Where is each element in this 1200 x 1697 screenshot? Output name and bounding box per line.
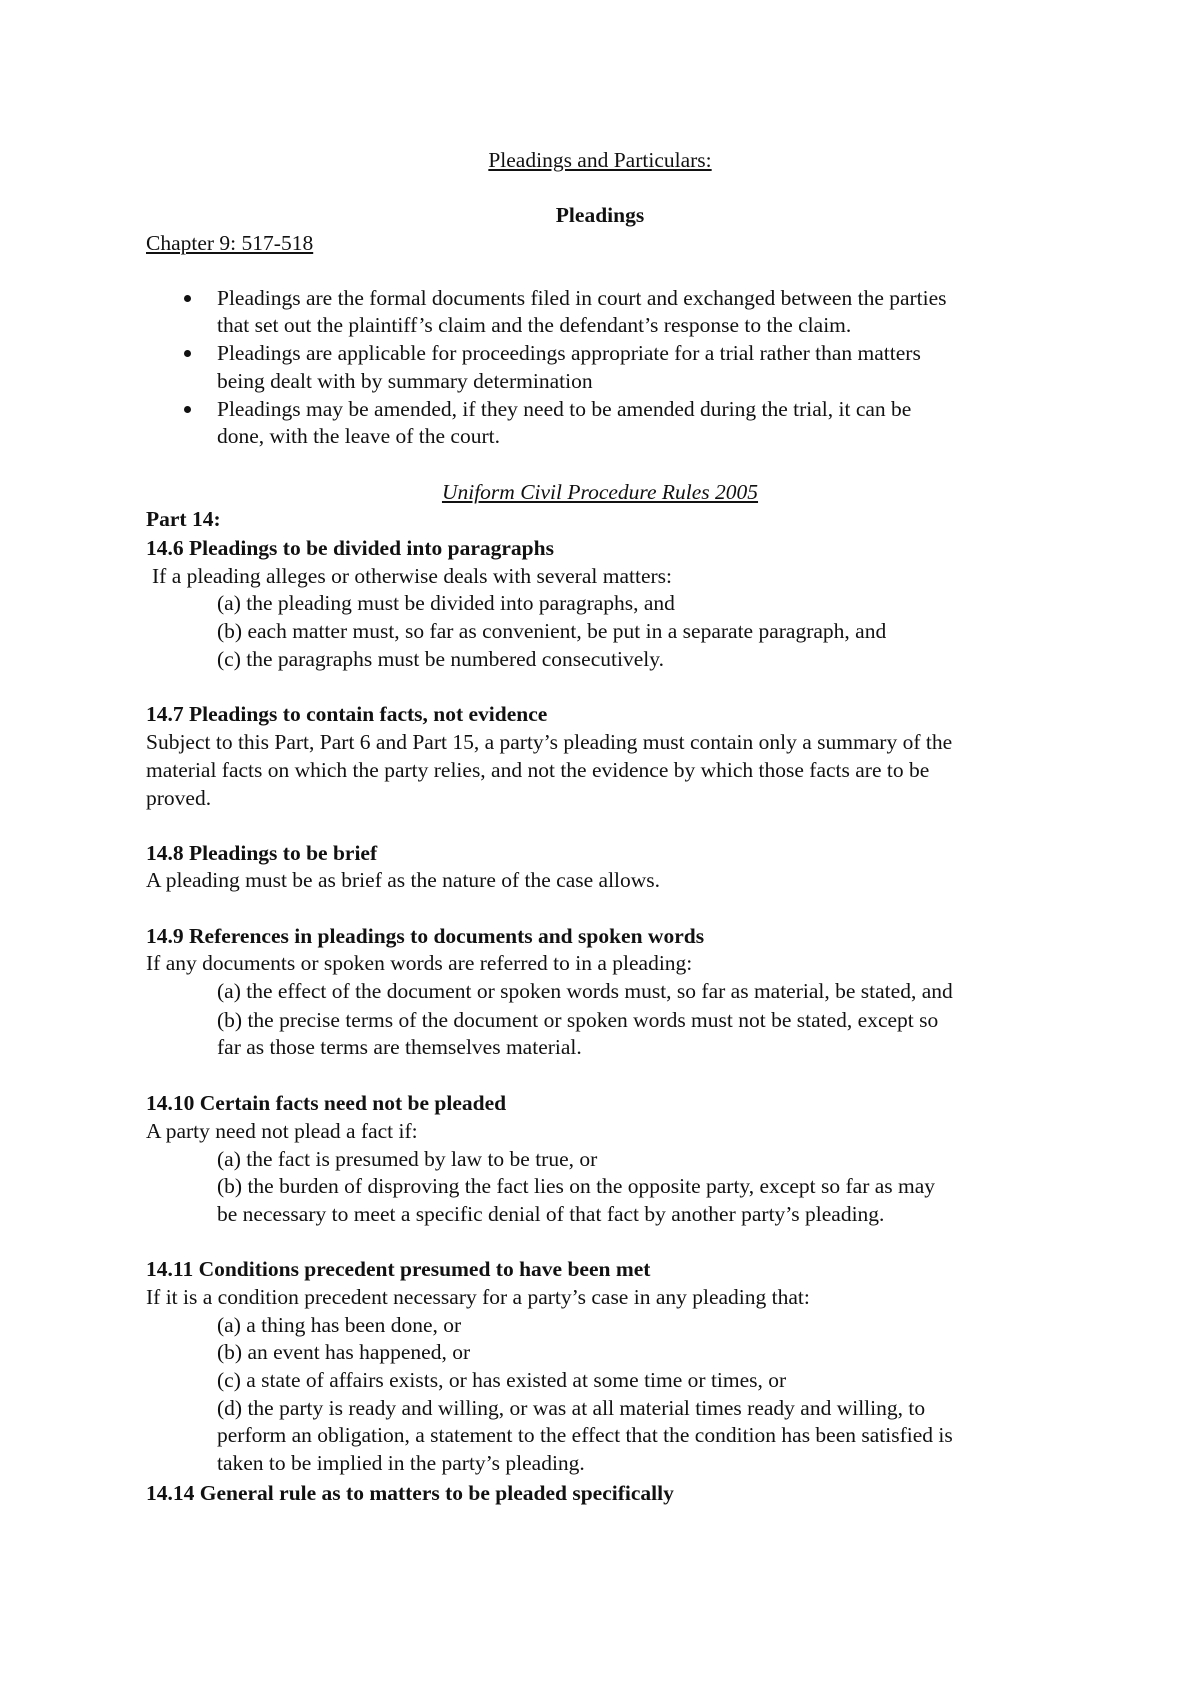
section-intro: If any documents or spoken words are referred to in a pleading: — [146, 951, 693, 975]
bullet-line: Pleadings are the formal documents filed in court and exchanged between the parties — [217, 286, 947, 310]
bullet-line: Pleadings are applicable for proceedings appropriate for a trial rather than matters — [217, 341, 921, 365]
section-item: (b) the precise terms of the document or spoken words must not be stated, except so — [217, 1008, 939, 1032]
section-text: proved. — [146, 786, 212, 810]
section-text: Subject to this Part, Part 6 and Part 15, a party’s pleading must contain only a summary of the — [146, 730, 953, 754]
section-14-14-heading: 14.14 General rule as to matters to be pleaded specifically — [146, 1481, 674, 1505]
section-item: taken to be implied in the party’s pleading. — [217, 1451, 585, 1475]
section-item: perform an obligation, a statement to the effect that the condition has been satisfied is — [217, 1423, 953, 1447]
bullet-line: being dealt with by summary determination — [217, 369, 593, 393]
section-item: far as those terms are themselves material. — [217, 1035, 582, 1059]
section-text: material facts on which the party relies, and not the evidence by which those facts are to be — [146, 758, 930, 782]
bullet-icon — [184, 406, 191, 413]
section-item: (b) an event has happened, or — [217, 1340, 471, 1364]
chapter-reference: Chapter 9: 517-518 — [146, 231, 314, 255]
section-heading: 14.7 Pleadings to contain facts, not evidence — [146, 702, 548, 726]
section-item: (c) a state of affairs exists, or has existed at some time or times, or — [217, 1368, 787, 1392]
part-heading: Part 14: — [146, 507, 221, 531]
document-title: Pleadings and Particulars: — [488, 148, 712, 172]
bullet-icon — [184, 350, 191, 357]
section-item: (c) the paragraphs must be numbered consecutively. — [217, 647, 664, 671]
section-item: (b) each matter must, so far as convenient, be put in a separate paragraph, and — [217, 619, 887, 643]
bullet-icon — [184, 295, 191, 302]
bullet-line: that set out the plaintiff’s claim and the defendant’s response to the claim. — [217, 313, 852, 337]
section-text: A pleading must be as brief as the nature of the case allows. — [146, 868, 661, 892]
section-intro: If a pleading alleges or otherwise deals with several matters: — [152, 564, 672, 588]
rules-title: Uniform Civil Procedure Rules 2005 — [441, 480, 759, 504]
section-item: (a) the effect of the document or spoken words must, so far as material, be stated, and — [217, 979, 953, 1003]
bullet-line: Pleadings may be amended, if they need to be amended during the trial, it can be — [217, 397, 912, 421]
bullet-line: done, with the leave of the court. — [217, 424, 500, 448]
section-item: (d) the party is ready and willing, or was at all material times ready and willing, to — [217, 1396, 926, 1420]
section-intro: A party need not plead a fact if: — [146, 1119, 418, 1143]
section-item: (a) the fact is presumed by law to be true, or — [217, 1147, 598, 1171]
section-item: (a) the pleading must be divided into paragraphs, and — [217, 591, 675, 615]
page-heading: Pleadings — [555, 203, 645, 227]
section-item: (a) a thing has been done, or — [217, 1313, 462, 1337]
section-heading: 14.9 References in pleadings to documents and spoken words — [146, 924, 705, 948]
section-heading: 14.10 Certain facts need not be pleaded — [146, 1091, 507, 1115]
section-intro: If it is a condition precedent necessary for a party’s case in any pleading that: — [146, 1285, 810, 1309]
section-heading: 14.8 Pleadings to be brief — [146, 841, 378, 865]
section-item: (b) the burden of disproving the fact lies on the opposite party, except so far as may — [217, 1174, 936, 1198]
section-item: be necessary to meet a specific denial of that fact by another party’s pleading. — [217, 1202, 885, 1226]
section-heading: 14.6 Pleadings to be divided into paragraphs — [146, 536, 554, 560]
section-heading: 14.11 Conditions precedent presumed to have been met — [146, 1257, 651, 1281]
